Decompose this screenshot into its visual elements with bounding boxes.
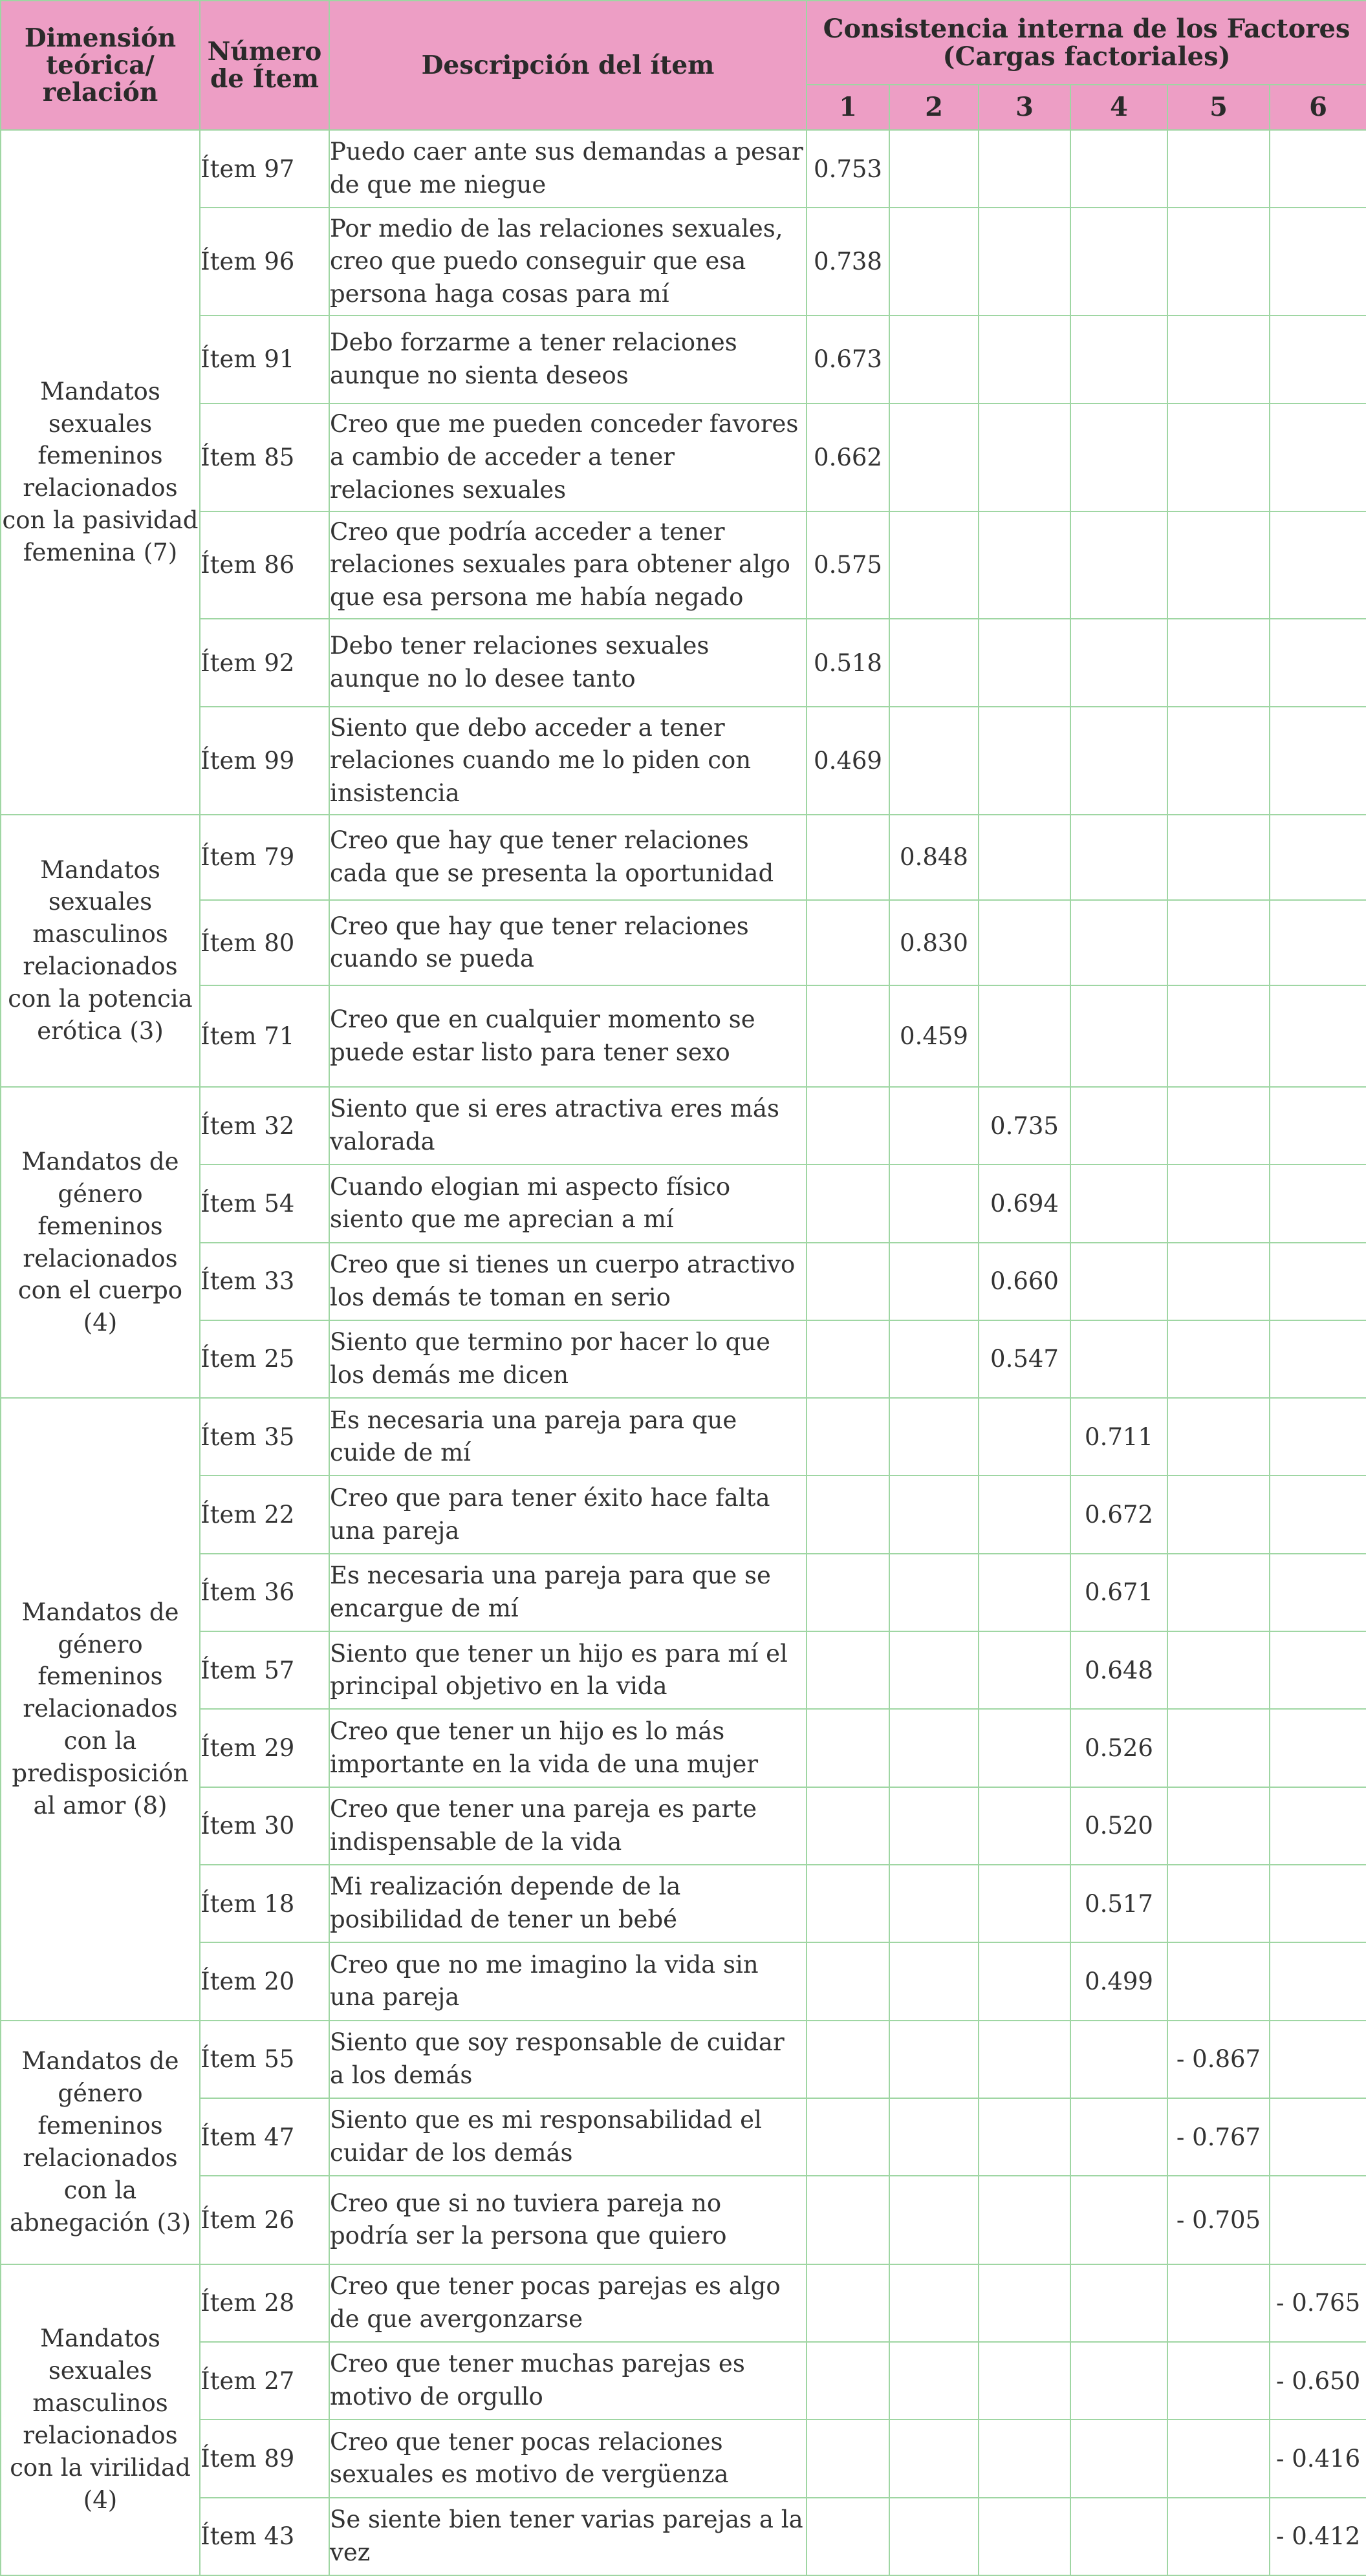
factor-1-cell — [807, 2498, 889, 2575]
factor-1-cell — [807, 1165, 889, 1242]
item-description: Creo que en cualquier momento se puede estar listo para tener sexo — [329, 985, 807, 1086]
factor-3-cell — [979, 1709, 1070, 1787]
item-number: Ítem 99 — [200, 707, 329, 814]
item-description: Creo que tener una pareja es parte indispensable de la vida — [329, 1787, 807, 1865]
table-row — [1, 2176, 1366, 2264]
table-row — [1, 1709, 1366, 1787]
factor-6-cell — [1270, 316, 1366, 403]
factor-loading-value: 0.735 — [979, 1087, 1070, 1165]
header-factor-5: 5 — [1167, 85, 1270, 130]
factor-loading-value: 0.662 — [807, 403, 889, 511]
table-row — [1, 2021, 1366, 2098]
factor-loading-value: - 0.765 — [1270, 2264, 1366, 2342]
item-number: Ítem 91 — [200, 316, 329, 403]
factor-5-cell — [1167, 619, 1270, 707]
factor-4-cell — [1070, 1087, 1167, 1165]
factor-4-cell — [1070, 985, 1167, 1086]
item-number: Ítem 18 — [200, 1865, 329, 1942]
item-number: Ítem 30 — [200, 1787, 329, 1865]
group-label: Mandatos sexuales masculinos relacionados con la virilidad (4) — [1, 2264, 200, 2575]
factor-3-cell — [979, 316, 1070, 403]
item-number: Ítem 79 — [200, 815, 329, 900]
factor-1-cell — [807, 1243, 889, 1320]
item-description: Creo que me pueden conceder favores a cambio de acceder a tener relaciones sexuales — [329, 403, 807, 511]
factor-6-cell — [1270, 2098, 1366, 2176]
table-row — [1, 707, 1366, 814]
factor-3-cell — [979, 1787, 1070, 1865]
group-label: Mandatos de género femeninos relacionados con la predisposición al amor (8) — [1, 1398, 200, 2021]
factor-3-cell — [979, 1865, 1070, 1942]
factor-4-cell — [1070, 511, 1167, 619]
factor-3-cell — [979, 2021, 1070, 2098]
factor-5-cell — [1167, 2264, 1270, 2342]
factor-loading-value: 0.848 — [889, 815, 979, 900]
item-description: Creo que si tienes un cuerpo atractivo los demás te toman en serio — [329, 1243, 807, 1320]
factor-6-cell — [1270, 208, 1366, 315]
item-number: Ítem 43 — [200, 2498, 329, 2575]
header-factor-3: 3 — [979, 85, 1070, 130]
factor-2-cell — [889, 1787, 979, 1865]
group-label: Mandatos de género femeninos relacionados con el cuerpo (4) — [1, 1087, 200, 1398]
factor-2-cell — [889, 1398, 979, 1476]
factor-4-cell — [1070, 707, 1167, 814]
factor-2-cell — [889, 707, 979, 814]
factor-6-cell — [1270, 1087, 1366, 1165]
factor-4-cell — [1070, 2342, 1167, 2420]
factor-loading-value: - 0.867 — [1167, 2021, 1270, 2098]
factor-3-cell — [979, 130, 1070, 208]
factor-loading-value: - 0.412 — [1270, 2498, 1366, 2575]
factor-1-cell — [807, 1631, 889, 1709]
factor-loading-value: 0.672 — [1070, 1476, 1167, 1553]
factor-6-cell — [1270, 1320, 1366, 1398]
factor-5-cell — [1167, 1087, 1270, 1165]
item-description: Creo que tener pocas relaciones sexuales es motivo de vergüenza — [329, 2420, 807, 2497]
factor-1-cell — [807, 815, 889, 900]
factor-2-cell — [889, 208, 979, 315]
header-dimension: Dimensión teórica/ relación — [1, 1, 200, 130]
factor-5-cell — [1167, 1865, 1270, 1942]
factor-5-cell — [1167, 1554, 1270, 1631]
factor-loading-value: 0.660 — [979, 1243, 1070, 1320]
item-number: Ítem 28 — [200, 2264, 329, 2342]
factor-loading-value: 0.517 — [1070, 1865, 1167, 1942]
item-description: Debo tener relaciones sexuales aunque no lo desee tanto — [329, 619, 807, 707]
factor-6-cell — [1270, 985, 1366, 1086]
factor-2-cell — [889, 1865, 979, 1942]
factor-6-cell — [1270, 130, 1366, 208]
factor-3-cell — [979, 511, 1070, 619]
item-number: Ítem 80 — [200, 900, 329, 985]
item-description: Creo que no me imagino la vida sin una pareja — [329, 1942, 807, 2020]
factor-loading-value: 0.575 — [807, 511, 889, 619]
factor-6-cell — [1270, 619, 1366, 707]
factor-loading-value: - 0.767 — [1167, 2098, 1270, 2176]
item-description: Creo que hay que tener relaciones cuando se pueda — [329, 900, 807, 985]
table-row — [1, 511, 1366, 619]
table-row — [1, 316, 1366, 403]
table-row — [1, 1476, 1366, 1553]
item-number: Ítem 97 — [200, 130, 329, 208]
factor-loading-value: - 0.416 — [1270, 2420, 1366, 2497]
factor-6-cell — [1270, 900, 1366, 985]
factor-5-cell — [1167, 1709, 1270, 1787]
item-number: Ítem 29 — [200, 1709, 329, 1787]
table-row — [1, 1087, 1366, 1165]
factor-4-cell — [1070, 2098, 1167, 2176]
item-description: Es necesaria una pareja para que cuide de mí — [329, 1398, 807, 1476]
factor-4-cell — [1070, 900, 1167, 985]
item-description: Creo que tener pocas parejas es algo de que avergonzarse — [329, 2264, 807, 2342]
factor-6-cell — [1270, 815, 1366, 900]
table-row — [1, 2264, 1366, 2342]
factor-6-cell — [1270, 1865, 1366, 1942]
header-factor-4: 4 — [1070, 85, 1167, 130]
table-row — [1, 1398, 1366, 1476]
item-description: Siento que termino por hacer lo que los demás me dicen — [329, 1320, 807, 1398]
factor-2-cell — [889, 1942, 979, 2020]
factor-5-cell — [1167, 1942, 1270, 2020]
factor-4-cell — [1070, 2264, 1167, 2342]
factor-1-cell — [807, 1398, 889, 1476]
factor-6-cell — [1270, 1243, 1366, 1320]
item-number: Ítem 25 — [200, 1320, 329, 1398]
factor-loading-value: 0.673 — [807, 316, 889, 403]
factor-4-cell — [1070, 130, 1167, 208]
factor-5-cell — [1167, 130, 1270, 208]
factor-4-cell — [1070, 403, 1167, 511]
table-row — [1, 619, 1366, 707]
factor-1-cell — [807, 1865, 889, 1942]
factor-loading-value: 0.671 — [1070, 1554, 1167, 1631]
factor-2-cell — [889, 2498, 979, 2575]
factor-1-cell — [807, 2176, 889, 2264]
factor-loading-value: 0.648 — [1070, 1631, 1167, 1709]
table-row — [1, 2342, 1366, 2420]
factor-loading-value: - 0.650 — [1270, 2342, 1366, 2420]
factor-3-cell — [979, 1398, 1070, 1476]
item-number: Ítem 27 — [200, 2342, 329, 2420]
factor-4-cell — [1070, 316, 1167, 403]
factor-1-cell — [807, 2420, 889, 2497]
factor-loading-value: 0.753 — [807, 130, 889, 208]
factor-2-cell — [889, 1554, 979, 1631]
table-row — [1, 1787, 1366, 1865]
factor-3-cell — [979, 2498, 1070, 2575]
factor-3-cell — [979, 2420, 1070, 2497]
item-number: Ítem 86 — [200, 511, 329, 619]
factor-1-cell — [807, 1320, 889, 1398]
factor-1-cell — [807, 1476, 889, 1553]
factor-6-cell — [1270, 2021, 1366, 2098]
factor-2-cell — [889, 1476, 979, 1553]
item-description: Se siente bien tener varias parejas a la vez — [329, 2498, 807, 2575]
factor-3-cell — [979, 2098, 1070, 2176]
factor-5-cell — [1167, 2342, 1270, 2420]
table-row — [1, 985, 1366, 1086]
item-description: Siento que si eres atractiva eres más valorada — [329, 1087, 807, 1165]
item-number: Ítem 57 — [200, 1631, 329, 1709]
item-number: Ítem 92 — [200, 619, 329, 707]
table-row — [1, 1865, 1366, 1942]
factor-4-cell — [1070, 208, 1167, 315]
factor-3-cell — [979, 2264, 1070, 2342]
factor-2-cell — [889, 1320, 979, 1398]
factor-2-cell — [889, 619, 979, 707]
factor-4-cell — [1070, 2498, 1167, 2575]
factor-5-cell — [1167, 900, 1270, 985]
factor-loading-value: - 0.705 — [1167, 2176, 1270, 2264]
factor-1-cell — [807, 2342, 889, 2420]
item-description: Creo que hay que tener relaciones cada que se presenta la oportunidad — [329, 815, 807, 900]
factor-3-cell — [979, 985, 1070, 1086]
group-label: Mandatos sexuales femeninos relacionados con la pasividad femenina (7) — [1, 130, 200, 815]
factor-loading-value: 0.518 — [807, 619, 889, 707]
item-description: Debo forzarme a tener relaciones aunque no sienta deseos — [329, 316, 807, 403]
factor-loading-value: 0.547 — [979, 1320, 1070, 1398]
factor-3-cell — [979, 208, 1070, 315]
factor-5-cell — [1167, 1320, 1270, 1398]
factor-2-cell — [889, 1709, 979, 1787]
factor-5-cell — [1167, 815, 1270, 900]
factor-6-cell — [1270, 1554, 1366, 1631]
factor-5-cell — [1167, 2420, 1270, 2497]
table-row — [1, 2498, 1366, 2575]
factor-4-cell — [1070, 1243, 1167, 1320]
item-number: Ítem 33 — [200, 1243, 329, 1320]
factor-4-cell — [1070, 815, 1167, 900]
table-row — [1, 2420, 1366, 2497]
factor-3-cell — [979, 1631, 1070, 1709]
factor-4-cell — [1070, 1165, 1167, 1242]
item-description: Cuando elogian mi aspecto físico siento que me aprecian a mí — [329, 1165, 807, 1242]
table-row — [1, 1243, 1366, 1320]
factor-4-cell — [1070, 2420, 1167, 2497]
factor-3-cell — [979, 707, 1070, 814]
factor-2-cell — [889, 1165, 979, 1242]
factor-3-cell — [979, 1554, 1070, 1631]
factor-5-cell — [1167, 1787, 1270, 1865]
factor-3-cell — [979, 815, 1070, 900]
factor-3-cell — [979, 1476, 1070, 1553]
table-row — [1, 815, 1366, 900]
factor-2-cell — [889, 2176, 979, 2264]
table-row — [1, 900, 1366, 985]
factor-4-cell — [1070, 2176, 1167, 2264]
item-description: Creo que tener un hijo es lo más importante en la vida de una mujer — [329, 1709, 807, 1787]
factor-1-cell — [807, 2098, 889, 2176]
factor-2-cell — [889, 2342, 979, 2420]
factor-1-cell — [807, 1554, 889, 1631]
table-row — [1, 130, 1366, 208]
factor-5-cell — [1167, 316, 1270, 403]
factor-6-cell — [1270, 1631, 1366, 1709]
factor-2-cell — [889, 1087, 979, 1165]
factor-2-cell — [889, 2021, 979, 2098]
factor-6-cell — [1270, 403, 1366, 511]
factor-6-cell — [1270, 1787, 1366, 1865]
factor-2-cell — [889, 403, 979, 511]
item-number: Ítem 71 — [200, 985, 329, 1086]
factor-1-cell — [807, 1787, 889, 1865]
factor-5-cell — [1167, 1398, 1270, 1476]
factor-1-cell — [807, 900, 889, 985]
header-factor-1: 1 — [807, 85, 889, 130]
factor-3-cell — [979, 2342, 1070, 2420]
item-number: Ítem 54 — [200, 1165, 329, 1242]
factor-2-cell — [889, 130, 979, 208]
factor-6-cell — [1270, 511, 1366, 619]
factor-3-cell — [979, 619, 1070, 707]
factor-6-cell — [1270, 1398, 1366, 1476]
factor-5-cell — [1167, 985, 1270, 1086]
table-row — [1, 208, 1366, 315]
factor-2-cell — [889, 1631, 979, 1709]
table-row — [1, 1165, 1366, 1242]
factor-loading-value: 0.830 — [889, 900, 979, 985]
factor-loading-value: 0.459 — [889, 985, 979, 1086]
item-description: Siento que debo acceder a tener relaciones cuando me lo piden con insistencia — [329, 707, 807, 814]
factor-loading-value: 0.499 — [1070, 1942, 1167, 2020]
table-row — [1, 1320, 1366, 1398]
factor-6-cell — [1270, 1942, 1366, 2020]
header-item-number: Número de Ítem — [200, 1, 329, 130]
factor-6-cell — [1270, 1709, 1366, 1787]
item-number: Ítem 36 — [200, 1554, 329, 1631]
table-row — [1, 2098, 1366, 2176]
factor-5-cell — [1167, 1631, 1270, 1709]
factor-5-cell — [1167, 511, 1270, 619]
table-header — [1, 1, 1366, 130]
item-description: Siento que es mi responsabilidad el cuidar de los demás — [329, 2098, 807, 2176]
factor-loading-value: 0.469 — [807, 707, 889, 814]
table-row — [1, 1942, 1366, 2020]
factor-2-cell — [889, 316, 979, 403]
factor-2-cell — [889, 2098, 979, 2176]
item-number: Ítem 89 — [200, 2420, 329, 2497]
factor-loading-value: 0.520 — [1070, 1787, 1167, 1865]
item-description: Creo que para tener éxito hace falta una pareja — [329, 1476, 807, 1553]
item-description: Mi realización depende de la posibilidad de tener un bebé — [329, 1865, 807, 1942]
factor-4-cell — [1070, 619, 1167, 707]
item-number: Ítem 47 — [200, 2098, 329, 2176]
factor-5-cell — [1167, 707, 1270, 814]
factor-4-cell — [1070, 2021, 1167, 2098]
factor-5-cell — [1167, 403, 1270, 511]
table-row — [1, 1631, 1366, 1709]
item-description: Creo que tener muchas parejas es motivo de orgullo — [329, 2342, 807, 2420]
item-description: Siento que tener un hijo es para mí el principal objetivo en la vida — [329, 1631, 807, 1709]
factor-1-cell — [807, 1087, 889, 1165]
factor-1-cell — [807, 1709, 889, 1787]
factor-2-cell — [889, 511, 979, 619]
header-factor-2: 2 — [889, 85, 979, 130]
item-number: Ítem 26 — [200, 2176, 329, 2264]
item-number: Ítem 32 — [200, 1087, 329, 1165]
factor-loading-value: 0.526 — [1070, 1709, 1167, 1787]
factor-3-cell — [979, 2176, 1070, 2264]
factor-1-cell — [807, 2021, 889, 2098]
group-label: Mandatos sexuales masculinos relacionados con la potencia erótica (3) — [1, 815, 200, 1087]
header-internal-consistency: Consistencia interna de los Factores (Cargas factoriales) — [807, 1, 1366, 85]
factor-2-cell — [889, 2264, 979, 2342]
factor-loading-value: 0.694 — [979, 1165, 1070, 1242]
factor-6-cell — [1270, 707, 1366, 814]
table-row — [1, 403, 1366, 511]
factor-6-cell — [1270, 1476, 1366, 1553]
item-number: Ítem 55 — [200, 2021, 329, 2098]
factor-loading-value: 0.738 — [807, 208, 889, 315]
factor-3-cell — [979, 900, 1070, 985]
item-description: Es necesaria una pareja para que se encargue de mí — [329, 1554, 807, 1631]
item-description: Puedo caer ante sus demandas a pesar de que me niegue — [329, 130, 807, 208]
item-number: Ítem 22 — [200, 1476, 329, 1553]
factor-2-cell — [889, 1243, 979, 1320]
table-body — [1, 130, 1366, 2575]
factor-5-cell — [1167, 208, 1270, 315]
factor-3-cell — [979, 1942, 1070, 2020]
factor-1-cell — [807, 2264, 889, 2342]
item-number: Ítem 20 — [200, 1942, 329, 2020]
table-row — [1, 1554, 1366, 1631]
item-description: Siento que soy responsable de cuidar a los demás — [329, 2021, 807, 2098]
group-label: Mandatos de género femeninos relacionados con la abnegación (3) — [1, 2021, 200, 2264]
item-description: Creo que podría acceder a tener relaciones sexuales para obtener algo que esa persona me había negado — [329, 511, 807, 619]
factor-5-cell — [1167, 1165, 1270, 1242]
factor-5-cell — [1167, 1476, 1270, 1553]
item-number: Ítem 85 — [200, 403, 329, 511]
factor-1-cell — [807, 1942, 889, 2020]
item-description: Por medio de las relaciones sexuales, creo que puedo conseguir que esa persona haga cosas para mí — [329, 208, 807, 315]
item-number: Ítem 35 — [200, 1398, 329, 1476]
factor-5-cell — [1167, 1243, 1270, 1320]
factor-loading-value: 0.711 — [1070, 1398, 1167, 1476]
header-description: Descripción del ítem — [329, 1, 807, 130]
factor-3-cell — [979, 403, 1070, 511]
header-factor-6: 6 — [1270, 85, 1366, 130]
factor-4-cell — [1070, 1320, 1167, 1398]
factor-5-cell — [1167, 2498, 1270, 2575]
factor-1-cell — [807, 985, 889, 1086]
item-description: Creo que si no tuviera pareja no podría ser la persona que quiero — [329, 2176, 807, 2264]
item-number: Ítem 96 — [200, 208, 329, 315]
factor-6-cell — [1270, 1165, 1366, 1242]
factor-6-cell — [1270, 2176, 1366, 2264]
factor-2-cell — [889, 2420, 979, 2497]
